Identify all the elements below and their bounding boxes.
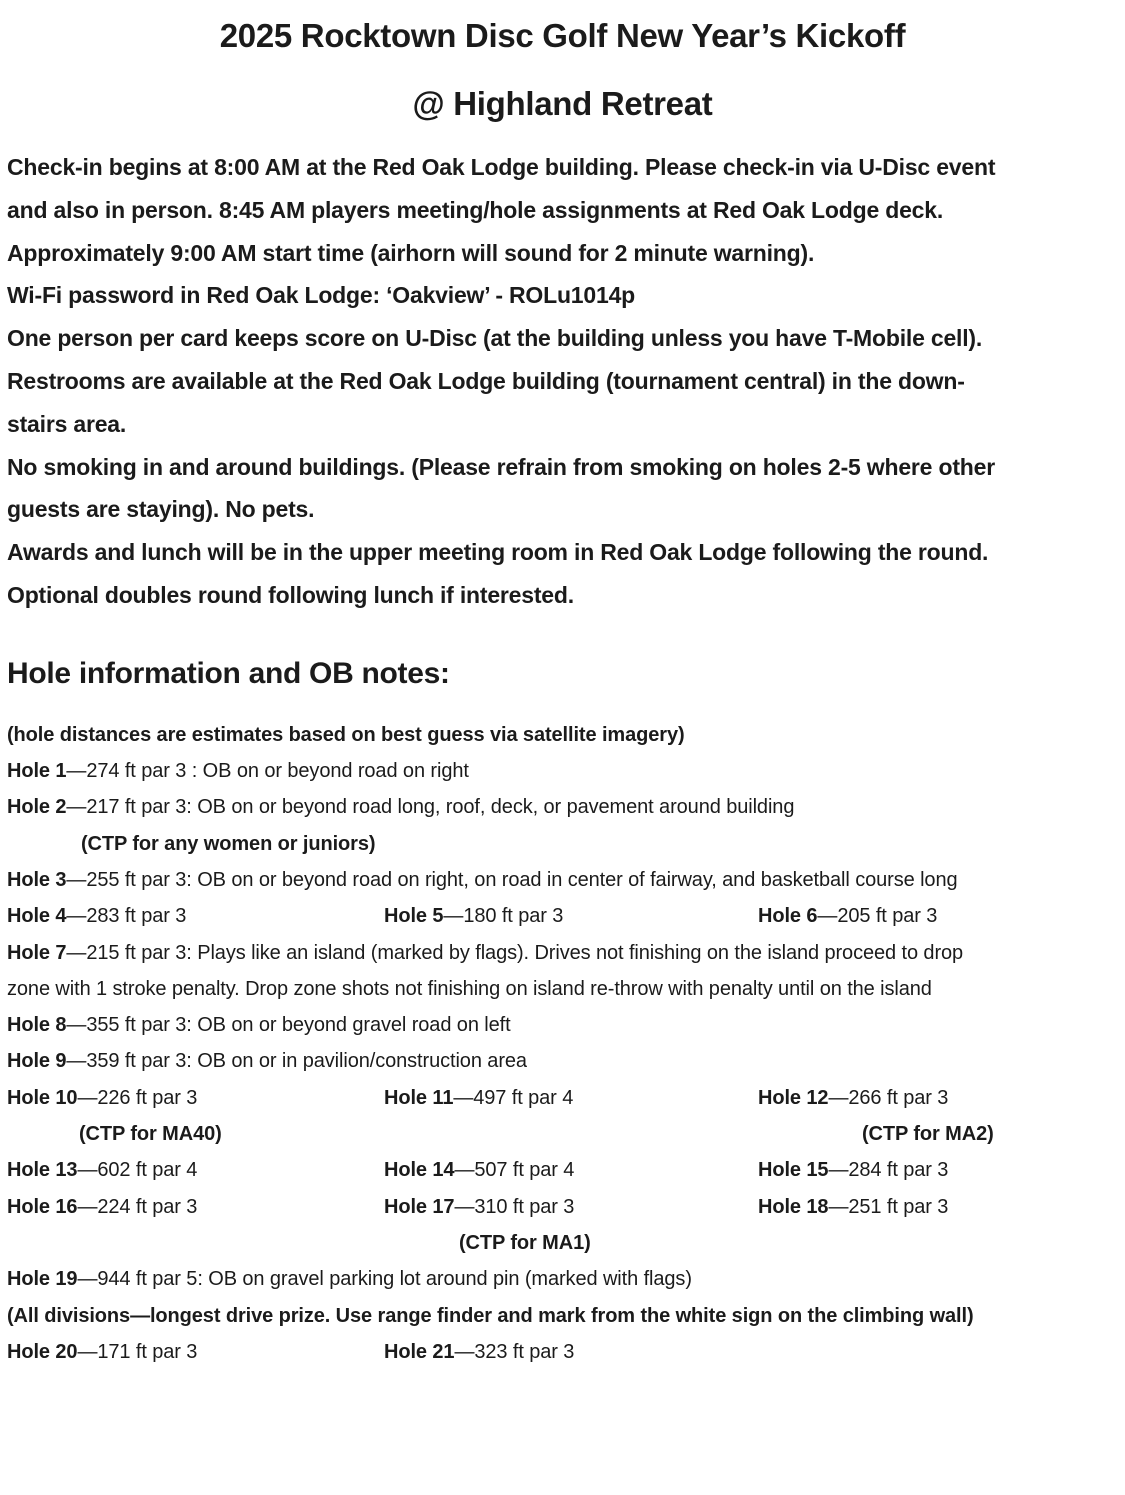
- hole-label: Hole 7: [7, 941, 67, 964]
- hole-row: [7, 789, 1125, 825]
- hole-entry: [7, 1334, 197, 1370]
- hole-detail: —355 ft par 3: OB on or beyond gravel road on left: [66, 1014, 511, 1037]
- hole-label: Hole 20: [7, 1340, 78, 1363]
- intro-line: Approximately 9:00 AM start time (airhorn will sound for 2 minute warning).: [7, 239, 815, 266]
- hole-detail: —171 ft par 3: [77, 1340, 198, 1363]
- hole-detail: —944 ft par 5: OB on gravel parking lot around pin (marked with flags): [77, 1268, 692, 1291]
- hole-note: (CTP for MA40): [79, 1123, 222, 1146]
- hole-detail: —283 ft par 3: [66, 905, 187, 928]
- intro-line: stairs area.: [7, 410, 127, 437]
- hole-label: Hole 9: [7, 1050, 67, 1073]
- hole-row: [7, 1007, 1125, 1043]
- hole-row: [7, 1334, 1125, 1370]
- hole-row: [7, 1189, 1125, 1225]
- hole-label: Hole 6: [758, 905, 818, 928]
- hole-entry: [7, 1189, 197, 1225]
- hole-detail: —602 ft par 4: [77, 1159, 198, 1182]
- intro-line: Wi-Fi password in Red Oak Lodge: ‘Oakview’ - ROLu1014p: [7, 282, 636, 309]
- hole-label: Hole 12: [758, 1086, 829, 1109]
- hole-entry: [384, 898, 563, 934]
- hole-row: [7, 1261, 1125, 1297]
- hole-entry: [7, 862, 958, 898]
- hole-entry: [384, 1080, 573, 1116]
- hole-label: Hole 8: [7, 1014, 67, 1037]
- hole-entry: [7, 1261, 692, 1297]
- hole-entry: [7, 1043, 527, 1079]
- hole-note: (CTP for any women or juniors): [81, 832, 376, 855]
- hole-row: [7, 753, 1125, 789]
- hole-note: zone with 1 stroke penalty. Drop zone shots not finishing on island re-throw with penalty until on the island: [7, 977, 932, 1000]
- hole-label: Hole 15: [758, 1159, 829, 1182]
- hole-row: [7, 717, 1125, 753]
- intro-line: and also in person. 8:45 AM players meeting/hole assignments at Red Oak Lodge deck.: [7, 196, 944, 223]
- intro-line: Restrooms are available at the Red Oak Lodge building (tournament central) in the down-: [7, 367, 965, 394]
- hole-detail: —224 ft par 3: [77, 1195, 198, 1218]
- hole-detail: —274 ft par 3 : OB on or beyond road on right: [66, 760, 469, 783]
- hole-detail: —359 ft par 3: OB on or in pavilion/construction area: [66, 1050, 527, 1073]
- hole-row: [7, 1043, 1125, 1079]
- hole-label: Hole 14: [384, 1159, 455, 1182]
- hole-row: [7, 935, 1125, 971]
- hole-entry: [7, 1080, 197, 1116]
- hole-entry: [384, 1334, 574, 1370]
- hole-detail: —251 ft par 3: [828, 1195, 949, 1218]
- intro-line: Optional doubles round following lunch if interested.: [7, 581, 574, 608]
- hole-entry: [758, 1080, 948, 1116]
- hole-detail: —180 ft par 3: [443, 905, 564, 928]
- hole-row: [7, 1152, 1125, 1188]
- hole-row: [7, 862, 1125, 898]
- hole-detail: —226 ft par 3: [77, 1086, 198, 1109]
- hole-label: Hole 3: [7, 868, 67, 891]
- hole-note: (hole distances are estimates based on best guess via satellite imagery): [7, 723, 685, 746]
- hole-entry: [7, 935, 963, 971]
- hole-detail: —205 ft par 3: [817, 905, 938, 928]
- page-subtitle: @ Highland Retreat: [412, 85, 713, 122]
- hole-row: [7, 898, 1125, 934]
- intro-line: guests are staying). No pets.: [7, 496, 315, 523]
- hole-label: Hole 21: [384, 1340, 455, 1363]
- hole-row: [7, 826, 1125, 862]
- hole-entry: [384, 1189, 574, 1225]
- hole-entry: [7, 898, 186, 934]
- hole-label: Hole 16: [7, 1195, 78, 1218]
- hole-label: Hole 11: [384, 1086, 454, 1109]
- hole-label: Hole 1: [7, 760, 67, 783]
- hole-row: [7, 1225, 1125, 1261]
- hole-entry: [7, 1007, 511, 1043]
- hole-note: (CTP for MA2): [862, 1123, 994, 1146]
- section-heading: Hole information and OB notes:: [7, 656, 450, 690]
- hole-detail: —215 ft par 3: Plays like an island (marked by flags). Drives not finishing on the island proceed to drop: [66, 941, 964, 964]
- hole-label: Hole 4: [7, 905, 67, 928]
- intro-line: One person per card keeps score on U-Disc (at the building unless you have T-Mobile cell).: [7, 325, 983, 352]
- hole-label: Hole 17: [384, 1195, 455, 1218]
- hole-detail: —266 ft par 3: [828, 1086, 949, 1109]
- hole-detail: —323 ft par 3: [454, 1340, 575, 1363]
- hole-rows: [7, 717, 1125, 1370]
- hole-detail: —310 ft par 3: [454, 1195, 575, 1218]
- hole-entry: [7, 1152, 197, 1188]
- hole-entry: [384, 1152, 574, 1188]
- hole-entry: [758, 898, 937, 934]
- hole-row: [7, 971, 1125, 1007]
- hole-entry: [7, 753, 469, 789]
- hole-detail: —497 ft par 4: [453, 1086, 574, 1109]
- hole-label: Hole 18: [758, 1195, 829, 1218]
- hole-row: [7, 1080, 1125, 1116]
- hole-label: Hole 19: [7, 1268, 78, 1291]
- intro-paragraphs: [7, 146, 1125, 617]
- intro-line: Check-in begins at 8:00 AM at the Red Oak Lodge building. Please check-in via U-Disc event: [7, 154, 996, 180]
- intro-line: No smoking in and around buildings. (Please refrain from smoking on holes 2-5 where other: [7, 453, 995, 480]
- hole-row: [7, 1298, 1125, 1334]
- hole-detail: —217 ft par 3: OB on or beyond road long, roof, deck, or pavement around building: [66, 796, 795, 819]
- hole-label: Hole 2: [7, 796, 67, 819]
- hole-row: [7, 1116, 1125, 1152]
- hole-entry: [7, 789, 794, 825]
- hole-entry: [758, 1152, 948, 1188]
- hole-label: Hole 5: [384, 905, 444, 928]
- hole-label: Hole 13: [7, 1159, 78, 1182]
- hole-label: Hole 10: [7, 1086, 78, 1109]
- hole-note: (All divisions—longest drive prize. Use range finder and mark from the white sign on the climbing wall): [7, 1304, 974, 1327]
- intro-line: Awards and lunch will be in the upper meeting room in Red Oak Lodge following the round.: [7, 539, 989, 566]
- hole-entry: [758, 1189, 948, 1225]
- hole-note: (CTP for MA1): [459, 1231, 591, 1254]
- hole-detail: —507 ft par 4: [454, 1159, 575, 1182]
- page-title: 2025 Rocktown Disc Golf New Year’s Kickoff: [219, 17, 906, 54]
- hole-detail: —284 ft par 3: [828, 1159, 949, 1182]
- hole-detail: —255 ft par 3: OB on or beyond road on right, on road in center of fairway, and basketball course long: [66, 868, 958, 891]
